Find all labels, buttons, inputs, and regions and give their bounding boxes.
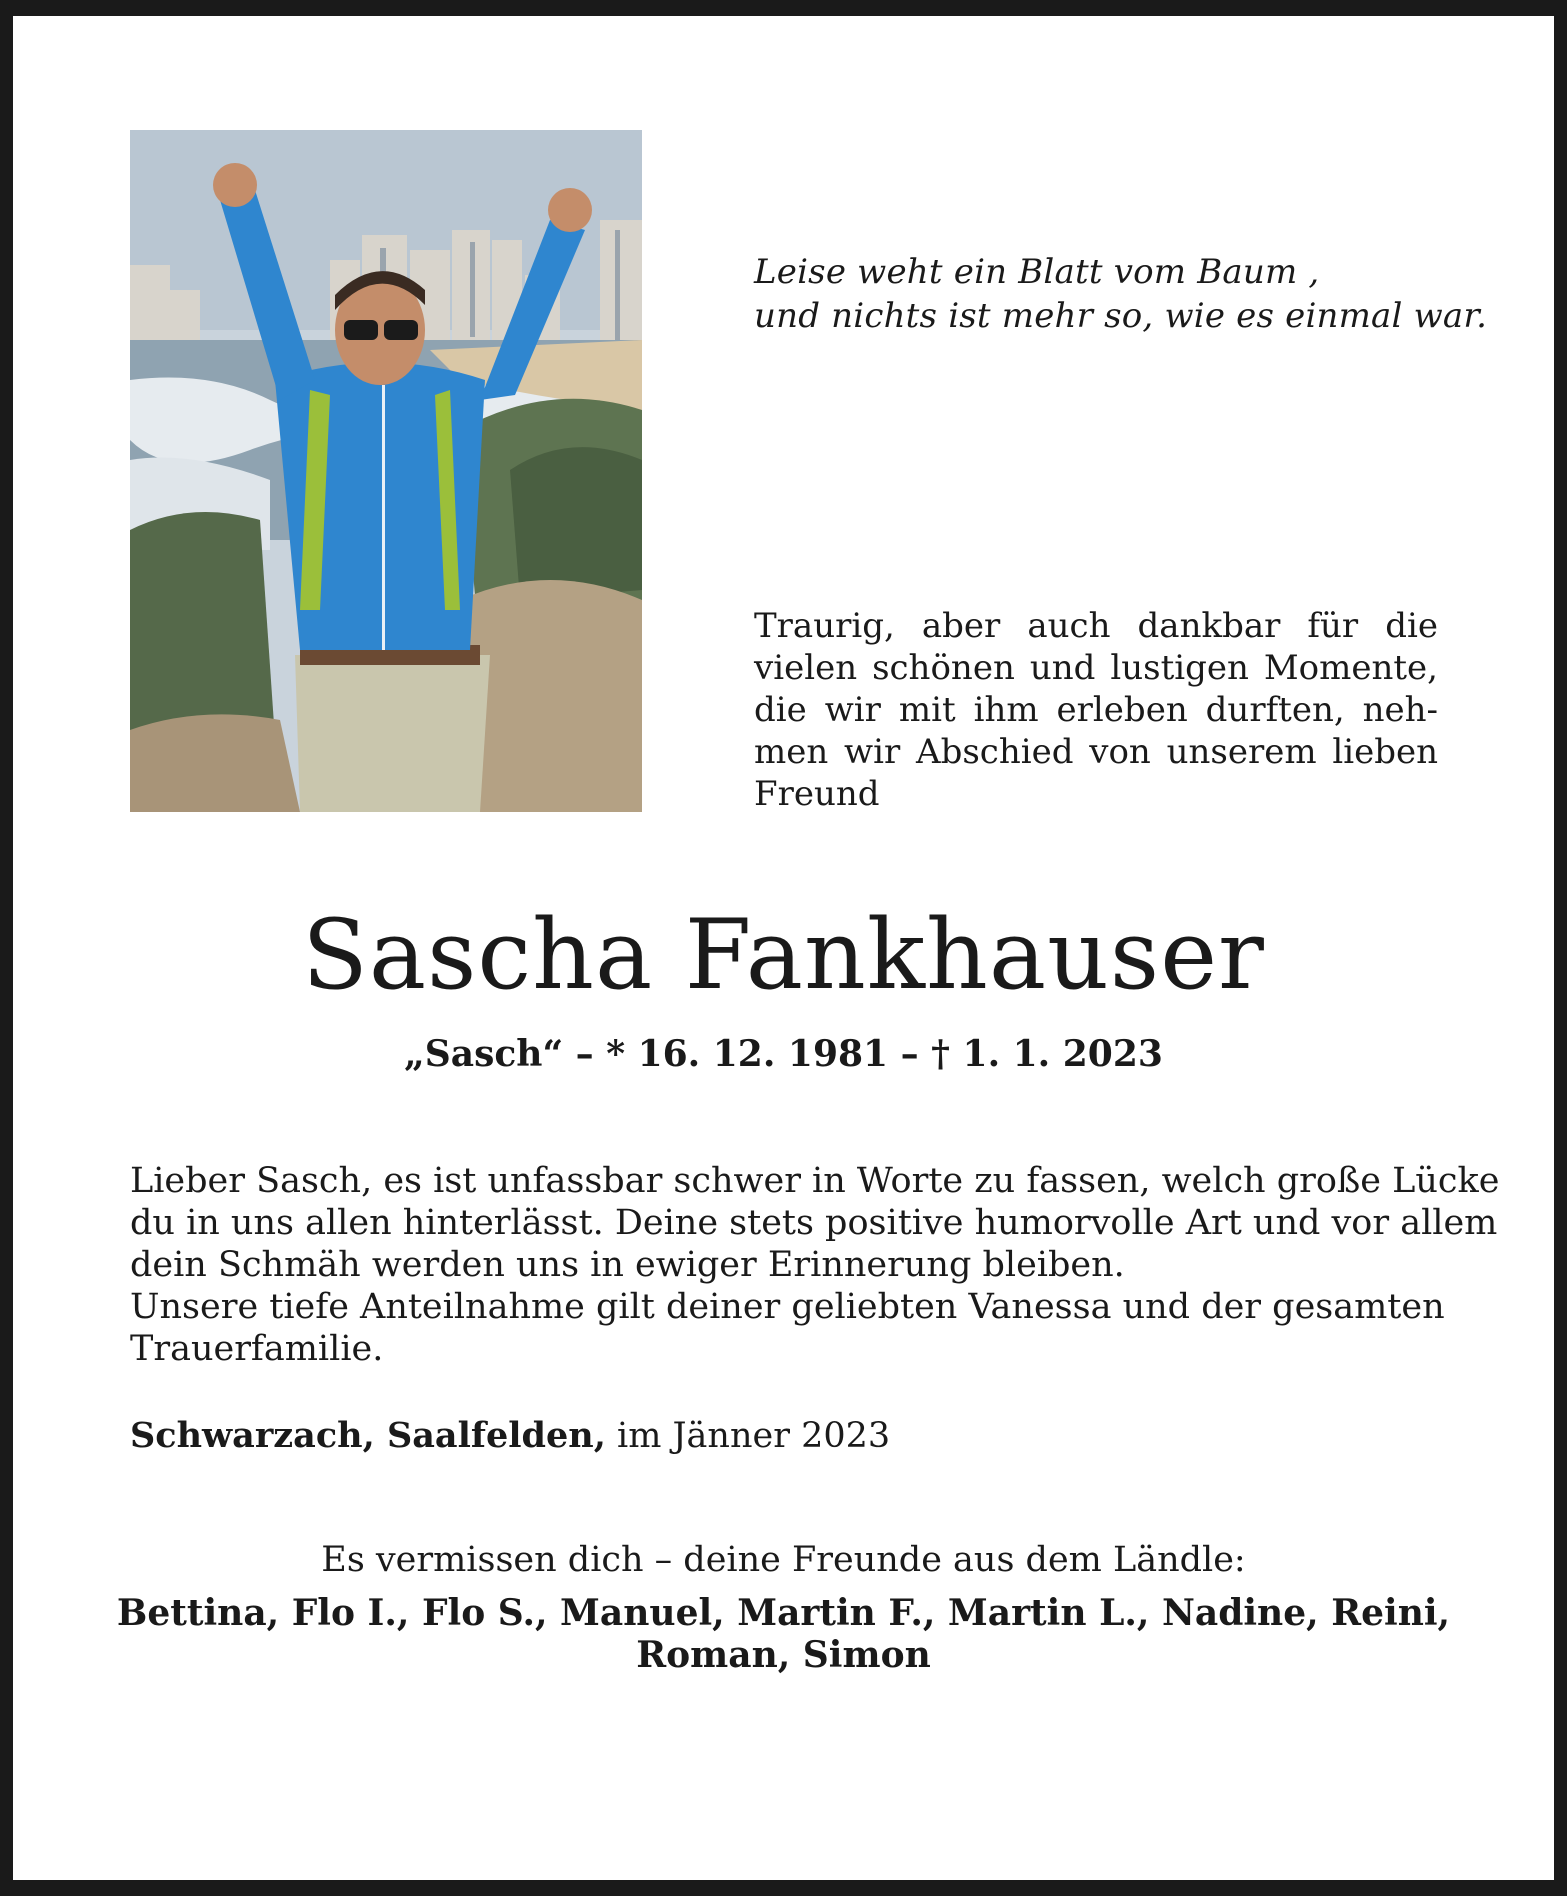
message-line: du in uns allen hinterlässt. Deine stets positive humorvolle Art und vor allem — [130, 1203, 1498, 1243]
mourners-intro: Es vermissen dich – deine Freunde aus dem Ländle: — [321, 1540, 1246, 1580]
intro-line: Freund — [754, 774, 880, 814]
place-date: im Jänner 2023 — [605, 1416, 891, 1456]
deceased-name: Sascha Fankhauser — [302, 899, 1265, 1011]
place-locations: Schwarzach, Saalfelden, — [130, 1415, 606, 1456]
message-line: Unsere tiefe Anteilnahme gilt deiner geliebten Vanessa und der gesamten — [130, 1287, 1445, 1327]
poem-line: und nichts ist mehr so, wie es einmal war. — [754, 296, 1488, 336]
poem-line: Leise weht ein Blatt vom Baum , — [754, 252, 1320, 292]
mourners-line: Bettina, Flo I., Flo S., Manuel, Martin F., Martin L., Nadine, Reini, — [116, 1592, 1451, 1634]
place-and-date — [130, 1414, 890, 1458]
portrait-photo-graphic — [130, 130, 642, 812]
intro-line: vielen schönen und lustigen Momente, — [754, 648, 1438, 688]
message-line: Lieber Sasch, es ist unfassbar schwer in Worte zu fassen, welch große Lücke — [130, 1161, 1500, 1201]
life-dates: „Sasch“ – * 16. 12. 1981 – † 1. 1. 2023 — [404, 1033, 1163, 1075]
intro-line: men wir Abschied von unserem lieben — [754, 732, 1438, 772]
mourners-line: Roman, Simon — [636, 1634, 931, 1676]
intro-line: die wir mit ihm erleben durften, neh- — [754, 690, 1438, 730]
poem — [754, 250, 1488, 338]
message-line: Trauerfamilie. — [130, 1329, 384, 1369]
mourners-list — [0, 1592, 1567, 1676]
intro-line: Traurig, aber auch dankbar für die — [754, 606, 1438, 646]
condolence-message — [130, 1160, 1500, 1370]
portrait-photo — [130, 130, 642, 812]
intro-paragraph — [754, 605, 1438, 815]
message-line: dein Schmäh werden uns in ewiger Erinnerung bleiben. — [130, 1245, 1125, 1285]
